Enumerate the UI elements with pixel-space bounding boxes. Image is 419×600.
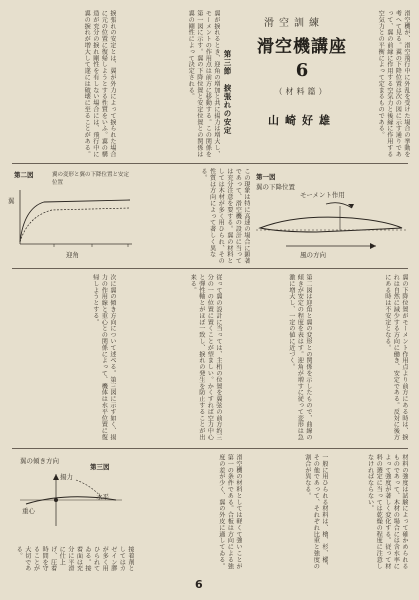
figure-3-label-a: 揚力: [60, 473, 73, 481]
figure-1-sublabel: 翼の下降位置: [256, 183, 295, 191]
figure-3-sublabel: 翼の傾き方向: [20, 457, 59, 465]
figure-1-moment-label: モーメント作用: [300, 191, 345, 199]
section-heading: 第三節 捩張れの安定: [223, 50, 232, 135]
text-column: 翼の下降位置がモーメント作用点より前方にある時は、捩れは自然に減少する方向に働き、安定である。反対に後方にある時は不安定となる。: [383, 274, 408, 441]
text-column: 材料の強度は試験によって確かめられるものであって、木材の場合には含水率によって強度が著しく変化する。従って材料の選定に当っては乾燥の程度に注意しなければならない。: [366, 454, 408, 570]
author-name: 山崎好雄: [268, 114, 336, 127]
figure-3-caption: 第三図: [90, 463, 110, 471]
text-column: 滑空機の材料としては軽くて強いことが第一の条件である。合板は方向による強度の差が少く、翼の外皮に適してゐる。: [217, 454, 242, 570]
article-title-block: [246, 10, 358, 160]
divider-line: [12, 448, 408, 449]
figure-2-diagram: [14, 186, 134, 256]
text-column: 第二図は迎角と翼の変形との関係を示したもので、曲線の傾きが安定の程度を表はす。迎角が増すに従って変形は急激に増大し、一定の値に近づく。: [287, 274, 312, 441]
article-title: 滑空機講座: [257, 37, 347, 57]
figure-2-x-label: 迎角: [66, 251, 79, 259]
series-label: 滑空訓練: [264, 18, 324, 29]
page-number: 6: [195, 578, 203, 591]
text-column: 接着剤としてはカゼイン膠が多く用ひられてゐる。接着面は充分に平滑に仕上げ、圧着時間を守ることが大切である。: [15, 546, 134, 572]
figure-2-caption: 第二図: [14, 171, 34, 179]
figure-1-diagram: [256, 196, 406, 256]
text-column: 従って翼の設計に当っては、主桁の位置を翼弦の前方約三分の一の位置に置くことが望ましい。かくすれば空力中心と弾性軸とがほぼ一致し、捩れの発生を防止することが出来る。: [189, 274, 222, 441]
article-subtitle: （材料篇）: [274, 87, 330, 96]
figure-3-label-c: 水平: [96, 493, 109, 501]
text-column: 次に翼の傾き方向について述べる。第三図に示す如く、揚力の作用線と重心との関係によって、機体は水平位置に復帰しようとする。: [91, 274, 116, 441]
figure-1-flow-label: 風の方向: [300, 251, 326, 259]
figure-2-sublabel: 翼の変形と翼の下降位置と安定位置: [52, 172, 130, 186]
text-column: 翼が捩れるとき、迎角の増加と共に揚力は増大し、モーメントの作用点は前方に移動する。この関係を第一図に示す。翼の下降位置と安定位置との関係は翼の剛性によって決定される。: [187, 10, 220, 158]
divider-line: [12, 268, 408, 269]
text-column: この現象は特に高速の場合に顕著であって、滑空機の設計に当っては充分注意を要する。翼の材料としては木材が多く用ひられ、その性質は方向によって著しく異なる。: [200, 168, 250, 264]
figure-2-y-label: 翼: [8, 197, 15, 205]
text-column: 捩張れの安定とは、翼が外力によって捩られた場合に元の位置に復帰しようとする性質をいふ。翼の構造が充分の捩れ剛性を有しない場合には、飛行中に翼の捩れが増大して遂には破壊に至ることがある。: [83, 10, 116, 158]
installment-number: 6: [295, 60, 309, 81]
text-column: 滑空機が、滑空飛行中に外乱を受けた場合の挙動を考へて見る。翼の下降位置は次の図に示す通りであって、翼の前縁に作用する空気力と後縁に作用する空気力との平衡によって定まるものである。: [377, 10, 410, 158]
figure-3-label-b: 重心: [22, 507, 35, 515]
text-column: 一般に用ひられる材料は、檜、杉、樅、その他であって、それぞれ比重と強度の割合が異なる。: [303, 454, 328, 570]
divider-line: [12, 163, 408, 164]
figure-1-caption: 第一図: [256, 173, 276, 181]
